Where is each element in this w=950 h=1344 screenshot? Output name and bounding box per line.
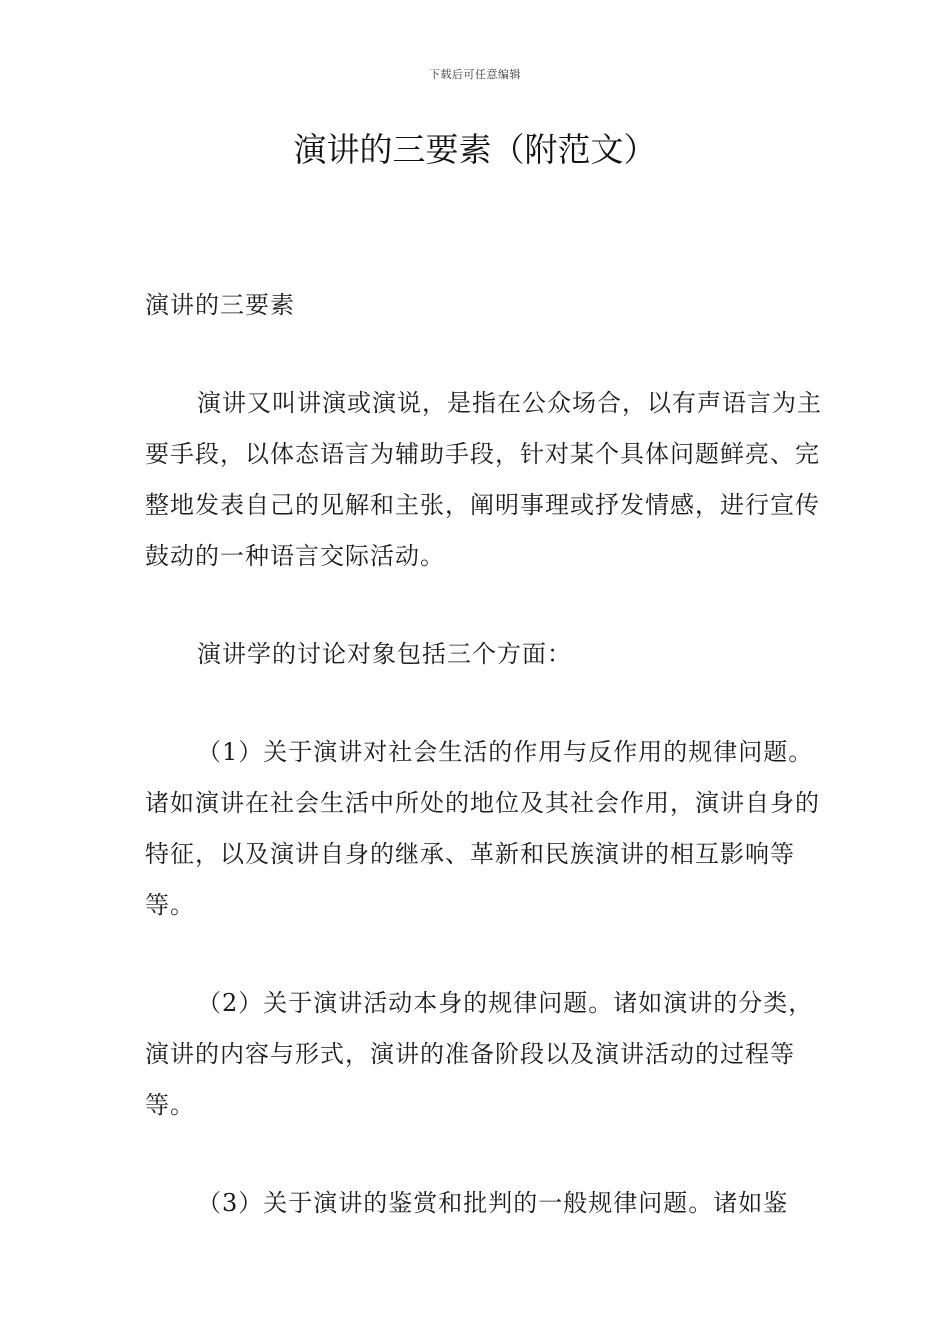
paragraph-item-2: （2）关于演讲活动本身的规律问题。诸如演讲的分类，演讲的内容与形式，演讲的准备阶段以及演讲活动的过程等等。 [145, 989, 814, 1119]
paragraph-research-scope: 演讲学的讨论对象包括三个方面： [197, 640, 572, 668]
document-body [145, 280, 825, 1276]
paragraph-definition: 演讲又叫讲演或演说，是指在公众场合，以有声语言为主要手段，以体态语言为辅助手段，针对某个具体问题鲜亮、完整地发表自己的见解和主张，阐明事理或抒发情感，进行宣传鼓动的一种语言交际活动。 [145, 389, 822, 570]
page-header-note: 下载后可任意编辑 [429, 68, 521, 81]
document-title: 演讲的三要素（附范文） [293, 130, 657, 169]
section-heading: 演讲的三要素 [145, 291, 295, 319]
paragraph-item-3: （3）关于演讲的鉴赏和批判的一般规律问题。诸如鉴 [197, 1189, 789, 1217]
paragraph-item-1: （1）关于演讲对社会生活的作用与反作用的规律问题。诸如演讲在社会生活中所处的地位及其社会作用，演讲自身的特征，以及演讲自身的继承、革新和民族演讲的相互影响等等。 [145, 738, 820, 919]
